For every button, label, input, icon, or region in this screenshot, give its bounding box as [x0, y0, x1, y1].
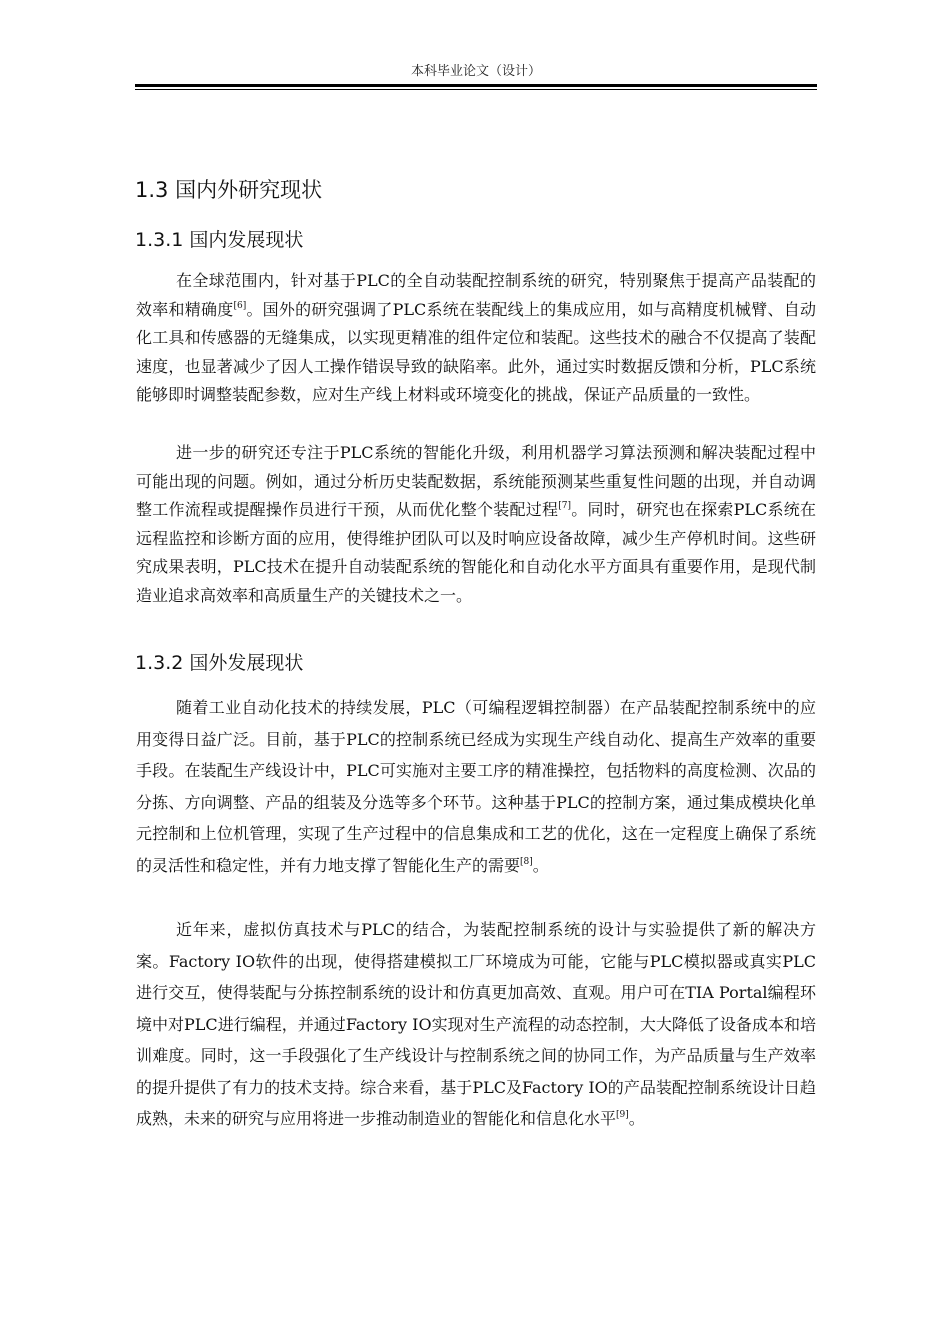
- subsection-heading-domestic: 1.3.1 国内发展现状: [135, 229, 304, 251]
- paragraph-foreign-2: [136, 914, 816, 1135]
- paragraph-domestic-2: [136, 439, 816, 611]
- paragraph-domestic-1: [136, 267, 816, 410]
- citation: [7]: [558, 501, 571, 512]
- section-heading: 1.3 国内外研究现状: [135, 178, 323, 202]
- paragraph-text: 在全球范围内，针对基于PLC的全自动装配控制系统的研究，特别聚焦于提高产品装配的效率和精确度: [136, 271, 816, 319]
- header-rule-thin: [135, 89, 817, 90]
- paragraph-text: 随着工业自动化技术的持续发展，PLC（可编程逻辑控制器）在产品装配控制系统中的应用变得日益广泛。目前，基于PLC的控制系统已经成为实现生产线自动化、提高生产效率的重要手段。在装配生产线设计中，PLC可实施对主要工序的精准操控，包括物料的高度检测、次品的分拣、方向调整、产品的组装及分选等多个环节。这种基于PLC的控制方案，通过集成模块化单元控制和上位机管理，实现了生产过程中的信息集成和工艺的优化，这在一定程度上确保了系统的灵活性和稳定性，并有力地支撑了智能化生产的需要: [136, 698, 816, 875]
- page-header: 本科毕业论文（设计）: [410, 64, 541, 79]
- paragraph-text: 。同时，研究也在探索PLC系统在远程监控和诊断方面的应用，使得维护团队可以及时响应设备故障，减少生产停机时间。这些研究成果表明，PLC技术在提升自动装配系统的智能化和自动化水平方面具有重要作用，是现代制造业追求高效率和高质量生产的关键技术之一。: [136, 500, 816, 605]
- paragraph-text: 。: [532, 855, 549, 875]
- paragraph-foreign-1: [136, 692, 816, 881]
- paragraph-text: 。: [628, 1109, 645, 1128]
- header-rule-thick: [135, 84, 817, 87]
- citation: [9]: [616, 1110, 629, 1120]
- citation: [8]: [520, 856, 533, 867]
- paragraph-text: 。国外的研究强调了PLC系统在装配线上的集成应用，如与高精度机械臂、自动化工具和传感器的无缝集成，以实现更精准的组件定位和装配。这些技术的融合不仅提高了装配速度，也显著减少了因人工操作错误导致的缺陷率。此外，通过实时数据反馈和分析，PLC系统能够即时调整装配参数，应对生产线上材料或环境变化的挑战，保证产品质量的一致性。: [136, 299, 816, 405]
- paragraph-text: 进一步的研究还专注于PLC系统的智能化升级，利用机器学习算法预测和解决装配过程中可能出现的问题。例如，通过分析历史装配数据，系统能预测某些重复性问题的出现，并自动调整工作流程或提醒操作员进行干预，从而优化整个装配过程: [136, 443, 816, 520]
- citation: [6]: [233, 300, 247, 311]
- subsection-heading-foreign: 1.3.2 国外发展现状: [135, 652, 304, 674]
- paragraph-text: 近年来，虚拟仿真技术与PLC的结合，为装配控制系统的设计与实验提供了新的解决方案。Factory IO软件的出现，使得搭建模拟工厂环境成为可能，它能与PLC模拟器或真实PLC进行交互，使得装配与分拣控制系统的设计和仿真更加高效、直观。用户可在TIA Portal编程环境中对PLC进行编程，并通过Factory IO实现对生产流程的动态控制，大大降低了设备成本和培训难度。同时，这一手段强化了生产线设计与控制系统之间的协同工作，为产品质量与生产效率的提升提供了有力的技术支持。综合来看，基于PLC及Factory IO的产品装配控制系统设计日趋成熟，未来的研究与应用将进一步推动制造业的智能化和信息化水平: [136, 920, 816, 1128]
